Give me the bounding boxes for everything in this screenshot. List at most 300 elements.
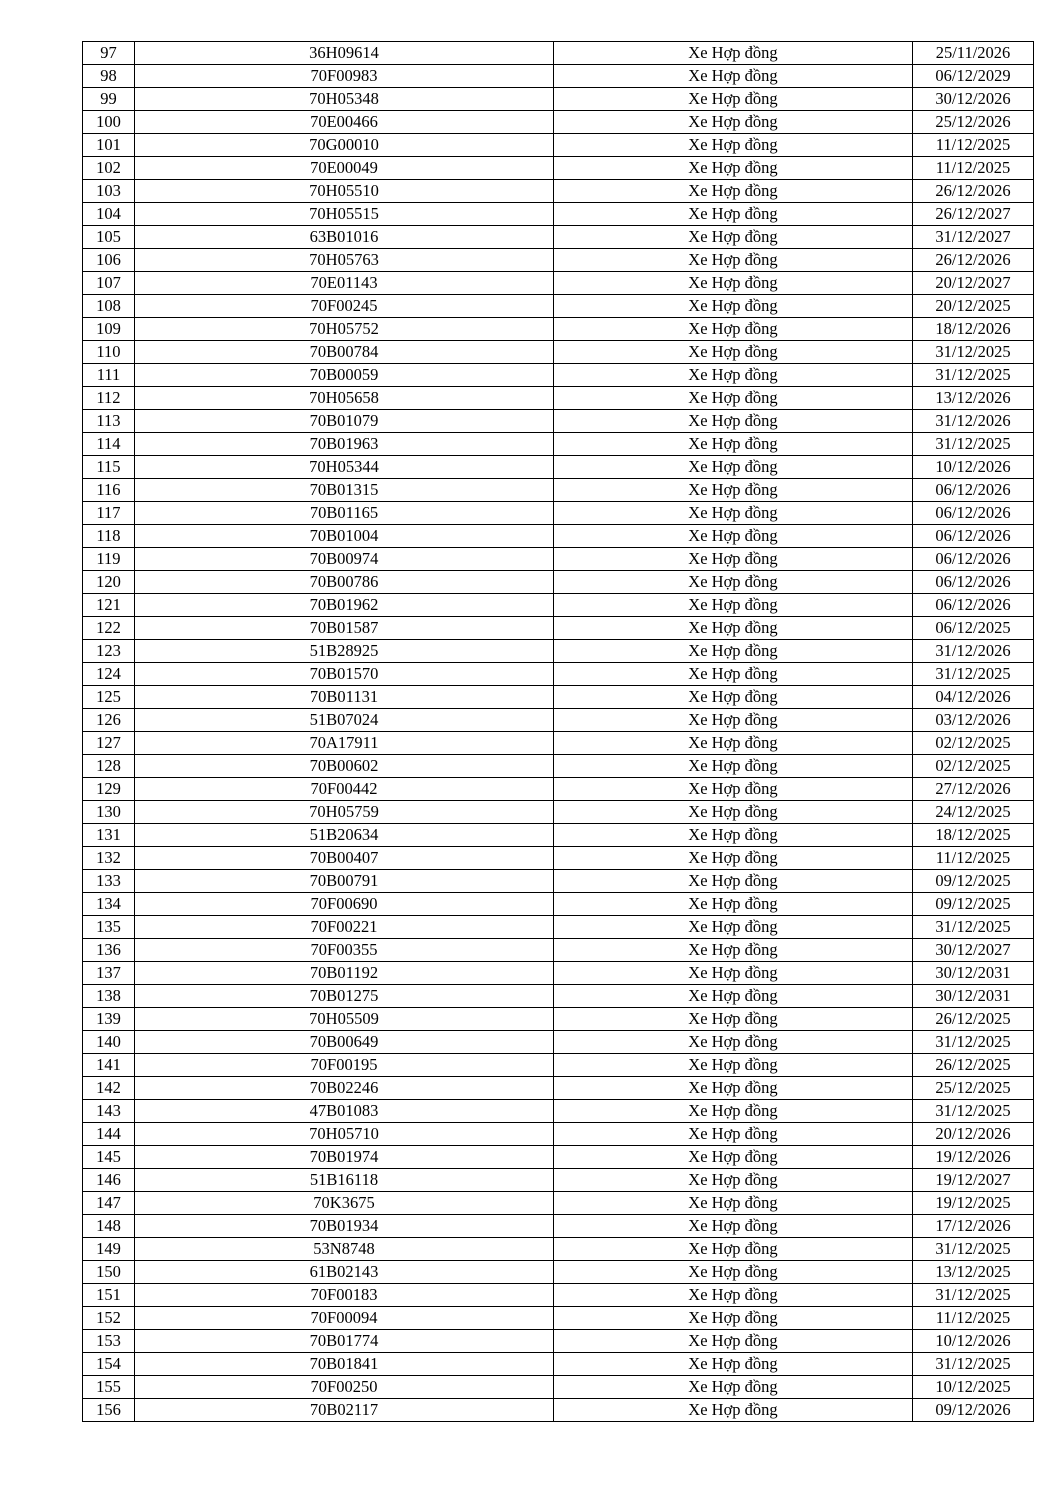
cell-plate: 70B00791	[135, 870, 554, 893]
table-row	[83, 755, 1034, 778]
cell-date: 31/12/2025	[913, 433, 1034, 456]
cell-type: Xe Hợp đồng	[554, 1353, 913, 1376]
table-row	[83, 870, 1034, 893]
cell-index: 143	[83, 1100, 135, 1123]
cell-date: 26/12/2026	[913, 180, 1034, 203]
cell-date: 06/12/2026	[913, 479, 1034, 502]
cell-index: 134	[83, 893, 135, 916]
table-row	[83, 1077, 1034, 1100]
cell-type: Xe Hợp đồng	[554, 709, 913, 732]
cell-date: 18/12/2025	[913, 824, 1034, 847]
cell-type: Xe Hợp đồng	[554, 1008, 913, 1031]
cell-index: 144	[83, 1123, 135, 1146]
cell-type: Xe Hợp đồng	[554, 65, 913, 88]
cell-type: Xe Hợp đồng	[554, 364, 913, 387]
cell-plate: 70B01079	[135, 410, 554, 433]
cell-type: Xe Hợp đồng	[554, 985, 913, 1008]
cell-date: 24/12/2025	[913, 801, 1034, 824]
table-row	[83, 249, 1034, 272]
cell-date: 11/12/2025	[913, 157, 1034, 180]
cell-date: 26/12/2025	[913, 1008, 1034, 1031]
table-row	[83, 1146, 1034, 1169]
cell-date: 31/12/2025	[913, 1238, 1034, 1261]
cell-type: Xe Hợp đồng	[554, 203, 913, 226]
cell-date: 02/12/2025	[913, 732, 1034, 755]
table-row	[83, 410, 1034, 433]
cell-date: 31/12/2025	[913, 916, 1034, 939]
cell-plate: 51B20634	[135, 824, 554, 847]
cell-date: 11/12/2025	[913, 1307, 1034, 1330]
cell-type: Xe Hợp đồng	[554, 387, 913, 410]
table-row	[83, 341, 1034, 364]
cell-date: 06/12/2026	[913, 548, 1034, 571]
cell-date: 31/12/2025	[913, 1353, 1034, 1376]
cell-date: 11/12/2025	[913, 847, 1034, 870]
cell-type: Xe Hợp đồng	[554, 295, 913, 318]
cell-type: Xe Hợp đồng	[554, 870, 913, 893]
table-row	[83, 1353, 1034, 1376]
table-row	[83, 111, 1034, 134]
cell-date: 31/12/2025	[913, 1031, 1034, 1054]
cell-plate: 70B01774	[135, 1330, 554, 1353]
cell-plate: 47B01083	[135, 1100, 554, 1123]
cell-type: Xe Hợp đồng	[554, 1330, 913, 1353]
table-row	[83, 801, 1034, 824]
cell-type: Xe Hợp đồng	[554, 456, 913, 479]
cell-type: Xe Hợp đồng	[554, 410, 913, 433]
cell-plate: 70B01131	[135, 686, 554, 709]
cell-type: Xe Hợp đồng	[554, 778, 913, 801]
cell-type: Xe Hợp đồng	[554, 1123, 913, 1146]
cell-date: 06/12/2026	[913, 571, 1034, 594]
cell-plate: 70F00442	[135, 778, 554, 801]
cell-type: Xe Hợp đồng	[554, 1077, 913, 1100]
cell-index: 117	[83, 502, 135, 525]
cell-type: Xe Hợp đồng	[554, 1031, 913, 1054]
cell-date: 18/12/2026	[913, 318, 1034, 341]
cell-index: 151	[83, 1284, 135, 1307]
cell-date: 09/12/2025	[913, 870, 1034, 893]
table-row	[83, 939, 1034, 962]
cell-plate: 36H09614	[135, 42, 554, 65]
cell-date: 13/12/2025	[913, 1261, 1034, 1284]
cell-type: Xe Hợp đồng	[554, 1146, 913, 1169]
table-row	[83, 456, 1034, 479]
cell-plate: 70F00183	[135, 1284, 554, 1307]
cell-plate: 70B01165	[135, 502, 554, 525]
cell-date: 10/12/2026	[913, 456, 1034, 479]
cell-type: Xe Hợp đồng	[554, 663, 913, 686]
cell-type: Xe Hợp đồng	[554, 134, 913, 157]
cell-index: 135	[83, 916, 135, 939]
cell-index: 102	[83, 157, 135, 180]
cell-date: 31/12/2025	[913, 663, 1034, 686]
table-row	[83, 525, 1034, 548]
table-row	[83, 1399, 1034, 1422]
cell-type: Xe Hợp đồng	[554, 88, 913, 111]
cell-date: 31/12/2025	[913, 1100, 1034, 1123]
cell-plate: 70B00974	[135, 548, 554, 571]
cell-index: 121	[83, 594, 135, 617]
cell-plate: 70B00786	[135, 571, 554, 594]
cell-type: Xe Hợp đồng	[554, 1169, 913, 1192]
cell-index: 103	[83, 180, 135, 203]
cell-index: 111	[83, 364, 135, 387]
cell-date: 19/12/2025	[913, 1192, 1034, 1215]
cell-index: 119	[83, 548, 135, 571]
cell-plate: 70F00250	[135, 1376, 554, 1399]
cell-index: 122	[83, 617, 135, 640]
cell-index: 99	[83, 88, 135, 111]
cell-plate: 70H05348	[135, 88, 554, 111]
cell-plate: 70K3675	[135, 1192, 554, 1215]
cell-plate: 70B01962	[135, 594, 554, 617]
table-row	[83, 1376, 1034, 1399]
table-row	[83, 180, 1034, 203]
cell-date: 26/12/2027	[913, 203, 1034, 226]
table-row	[83, 916, 1034, 939]
cell-date: 20/12/2026	[913, 1123, 1034, 1146]
cell-date: 10/12/2025	[913, 1376, 1034, 1399]
cell-date: 02/12/2025	[913, 755, 1034, 778]
table-row	[83, 134, 1034, 157]
cell-plate: 70E00049	[135, 157, 554, 180]
cell-type: Xe Hợp đồng	[554, 686, 913, 709]
cell-index: 155	[83, 1376, 135, 1399]
cell-type: Xe Hợp đồng	[554, 502, 913, 525]
cell-index: 132	[83, 847, 135, 870]
cell-plate: 70B01315	[135, 479, 554, 502]
cell-type: Xe Hợp đồng	[554, 1054, 913, 1077]
vehicle-registry-table	[82, 41, 1034, 1422]
cell-plate: 70H05515	[135, 203, 554, 226]
cell-index: 106	[83, 249, 135, 272]
cell-plate: 70H05710	[135, 1123, 554, 1146]
table-row	[83, 1054, 1034, 1077]
table-row	[83, 640, 1034, 663]
cell-date: 17/12/2026	[913, 1215, 1034, 1238]
cell-date: 06/12/2025	[913, 617, 1034, 640]
table-row	[83, 1031, 1034, 1054]
table-row	[83, 479, 1034, 502]
cell-index: 127	[83, 732, 135, 755]
cell-index: 156	[83, 1399, 135, 1422]
table-row	[83, 594, 1034, 617]
cell-index: 128	[83, 755, 135, 778]
table-row	[83, 1169, 1034, 1192]
cell-plate: 61B02143	[135, 1261, 554, 1284]
cell-date: 10/12/2026	[913, 1330, 1034, 1353]
cell-index: 123	[83, 640, 135, 663]
cell-type: Xe Hợp đồng	[554, 571, 913, 594]
cell-type: Xe Hợp đồng	[554, 939, 913, 962]
cell-type: Xe Hợp đồng	[554, 1284, 913, 1307]
cell-index: 148	[83, 1215, 135, 1238]
cell-plate: 51B28925	[135, 640, 554, 663]
cell-type: Xe Hợp đồng	[554, 1399, 913, 1422]
cell-plate: 70B01004	[135, 525, 554, 548]
cell-index: 129	[83, 778, 135, 801]
cell-date: 25/12/2026	[913, 111, 1034, 134]
cell-index: 154	[83, 1353, 135, 1376]
table-row	[83, 985, 1034, 1008]
cell-plate: 70B01974	[135, 1146, 554, 1169]
cell-date: 30/12/2027	[913, 939, 1034, 962]
cell-type: Xe Hợp đồng	[554, 1192, 913, 1215]
cell-date: 25/11/2026	[913, 42, 1034, 65]
cell-date: 31/12/2026	[913, 640, 1034, 663]
cell-index: 149	[83, 1238, 135, 1261]
cell-index: 150	[83, 1261, 135, 1284]
cell-index: 138	[83, 985, 135, 1008]
cell-index: 142	[83, 1077, 135, 1100]
cell-plate: 70B01963	[135, 433, 554, 456]
cell-index: 141	[83, 1054, 135, 1077]
table-row	[83, 387, 1034, 410]
cell-index: 147	[83, 1192, 135, 1215]
cell-date: 31/12/2025	[913, 341, 1034, 364]
cell-index: 133	[83, 870, 135, 893]
cell-plate: 70B01587	[135, 617, 554, 640]
cell-type: Xe Hợp đồng	[554, 640, 913, 663]
cell-date: 06/12/2026	[913, 525, 1034, 548]
cell-date: 06/12/2026	[913, 594, 1034, 617]
cell-type: Xe Hợp đồng	[554, 479, 913, 502]
cell-date: 26/12/2025	[913, 1054, 1034, 1077]
cell-type: Xe Hợp đồng	[554, 226, 913, 249]
cell-plate: 70G00010	[135, 134, 554, 157]
cell-date: 30/12/2031	[913, 962, 1034, 985]
cell-index: 113	[83, 410, 135, 433]
cell-type: Xe Hợp đồng	[554, 180, 913, 203]
cell-plate: 70E01143	[135, 272, 554, 295]
cell-index: 107	[83, 272, 135, 295]
cell-plate: 70F00195	[135, 1054, 554, 1077]
cell-index: 152	[83, 1307, 135, 1330]
cell-plate: 70F00690	[135, 893, 554, 916]
table-row	[83, 364, 1034, 387]
table-row	[83, 157, 1034, 180]
cell-plate: 70B00784	[135, 341, 554, 364]
cell-type: Xe Hợp đồng	[554, 1261, 913, 1284]
cell-date: 31/12/2025	[913, 364, 1034, 387]
cell-plate: 70H05510	[135, 180, 554, 203]
cell-date: 06/12/2029	[913, 65, 1034, 88]
table-row	[83, 1284, 1034, 1307]
cell-date: 25/12/2025	[913, 1077, 1034, 1100]
table-row	[83, 1008, 1034, 1031]
cell-plate: 70H05509	[135, 1008, 554, 1031]
cell-type: Xe Hợp đồng	[554, 433, 913, 456]
table-row	[83, 1123, 1034, 1146]
cell-date: 19/12/2027	[913, 1169, 1034, 1192]
cell-date: 04/12/2026	[913, 686, 1034, 709]
cell-plate: 70F00245	[135, 295, 554, 318]
cell-index: 108	[83, 295, 135, 318]
cell-type: Xe Hợp đồng	[554, 755, 913, 778]
cell-index: 125	[83, 686, 135, 709]
cell-plate: 70B02117	[135, 1399, 554, 1422]
cell-date: 06/12/2026	[913, 502, 1034, 525]
table-row	[83, 203, 1034, 226]
cell-type: Xe Hợp đồng	[554, 525, 913, 548]
cell-index: 124	[83, 663, 135, 686]
cell-plate: 53N8748	[135, 1238, 554, 1261]
cell-type: Xe Hợp đồng	[554, 249, 913, 272]
cell-plate: 70H05763	[135, 249, 554, 272]
table-row	[83, 295, 1034, 318]
cell-type: Xe Hợp đồng	[554, 111, 913, 134]
cell-plate: 70F00221	[135, 916, 554, 939]
cell-index: 112	[83, 387, 135, 410]
table-row	[83, 88, 1034, 111]
cell-type: Xe Hợp đồng	[554, 617, 913, 640]
cell-date: 31/12/2027	[913, 226, 1034, 249]
table-row	[83, 686, 1034, 709]
table-row	[83, 824, 1034, 847]
cell-index: 116	[83, 479, 135, 502]
cell-date: 03/12/2026	[913, 709, 1034, 732]
cell-index: 97	[83, 42, 135, 65]
cell-plate: 70A17911	[135, 732, 554, 755]
cell-date: 20/12/2025	[913, 295, 1034, 318]
table-row	[83, 709, 1034, 732]
cell-type: Xe Hợp đồng	[554, 1100, 913, 1123]
cell-plate: 70B01934	[135, 1215, 554, 1238]
cell-plate: 70F00094	[135, 1307, 554, 1330]
cell-type: Xe Hợp đồng	[554, 962, 913, 985]
cell-type: Xe Hợp đồng	[554, 318, 913, 341]
table-row	[83, 893, 1034, 916]
cell-index: 109	[83, 318, 135, 341]
cell-type: Xe Hợp đồng	[554, 893, 913, 916]
cell-type: Xe Hợp đồng	[554, 1376, 913, 1399]
cell-plate: 70F00983	[135, 65, 554, 88]
table-row	[83, 42, 1034, 65]
table-row	[83, 1238, 1034, 1261]
cell-plate: 70B01275	[135, 985, 554, 1008]
cell-type: Xe Hợp đồng	[554, 1215, 913, 1238]
table-row	[83, 1307, 1034, 1330]
cell-plate: 70E00466	[135, 111, 554, 134]
table-row	[83, 548, 1034, 571]
cell-index: 145	[83, 1146, 135, 1169]
cell-index: 110	[83, 341, 135, 364]
cell-type: Xe Hợp đồng	[554, 1238, 913, 1261]
cell-type: Xe Hợp đồng	[554, 594, 913, 617]
cell-index: 104	[83, 203, 135, 226]
table-row	[83, 663, 1034, 686]
cell-plate: 70B01841	[135, 1353, 554, 1376]
table-row	[83, 318, 1034, 341]
cell-index: 98	[83, 65, 135, 88]
cell-plate: 70F00355	[135, 939, 554, 962]
cell-type: Xe Hợp đồng	[554, 801, 913, 824]
cell-index: 139	[83, 1008, 135, 1031]
cell-date: 13/12/2026	[913, 387, 1034, 410]
table-row	[83, 65, 1034, 88]
cell-date: 09/12/2026	[913, 1399, 1034, 1422]
cell-type: Xe Hợp đồng	[554, 1307, 913, 1330]
cell-date: 19/12/2026	[913, 1146, 1034, 1169]
cell-index: 126	[83, 709, 135, 732]
cell-plate: 70B01192	[135, 962, 554, 985]
cell-index: 105	[83, 226, 135, 249]
table-row	[83, 732, 1034, 755]
table-row	[83, 502, 1034, 525]
cell-date: 30/12/2026	[913, 88, 1034, 111]
cell-plate: 70B00649	[135, 1031, 554, 1054]
cell-type: Xe Hợp đồng	[554, 548, 913, 571]
cell-index: 114	[83, 433, 135, 456]
cell-index: 153	[83, 1330, 135, 1353]
table-row	[83, 778, 1034, 801]
table-row	[83, 962, 1034, 985]
cell-plate: 70B00407	[135, 847, 554, 870]
cell-index: 120	[83, 571, 135, 594]
cell-date: 30/12/2031	[913, 985, 1034, 1008]
cell-plate: 51B07024	[135, 709, 554, 732]
cell-plate: 70B00602	[135, 755, 554, 778]
table-row	[83, 571, 1034, 594]
cell-index: 146	[83, 1169, 135, 1192]
cell-date: 31/12/2026	[913, 410, 1034, 433]
table-row	[83, 226, 1034, 249]
cell-type: Xe Hợp đồng	[554, 732, 913, 755]
table-row	[83, 1100, 1034, 1123]
table-row	[83, 1215, 1034, 1238]
cell-index: 118	[83, 525, 135, 548]
cell-index: 130	[83, 801, 135, 824]
cell-index: 100	[83, 111, 135, 134]
cell-date: 31/12/2025	[913, 1284, 1034, 1307]
cell-plate: 70H05759	[135, 801, 554, 824]
cell-type: Xe Hợp đồng	[554, 42, 913, 65]
table-row	[83, 617, 1034, 640]
cell-index: 115	[83, 456, 135, 479]
cell-plate: 63B01016	[135, 226, 554, 249]
table-row	[83, 272, 1034, 295]
cell-type: Xe Hợp đồng	[554, 157, 913, 180]
cell-plate: 70B00059	[135, 364, 554, 387]
cell-date: 11/12/2025	[913, 134, 1034, 157]
cell-date: 09/12/2025	[913, 893, 1034, 916]
cell-plate: 70B01570	[135, 663, 554, 686]
cell-index: 137	[83, 962, 135, 985]
table-row	[83, 1192, 1034, 1215]
cell-type: Xe Hợp đồng	[554, 272, 913, 295]
cell-plate: 70H05344	[135, 456, 554, 479]
cell-type: Xe Hợp đồng	[554, 824, 913, 847]
table-row	[83, 1330, 1034, 1353]
table-body	[83, 42, 1034, 1422]
cell-index: 101	[83, 134, 135, 157]
cell-date: 26/12/2026	[913, 249, 1034, 272]
cell-index: 131	[83, 824, 135, 847]
cell-date: 20/12/2027	[913, 272, 1034, 295]
cell-type: Xe Hợp đồng	[554, 847, 913, 870]
cell-type: Xe Hợp đồng	[554, 916, 913, 939]
cell-plate: 70H05752	[135, 318, 554, 341]
table-row	[83, 1261, 1034, 1284]
cell-plate: 70B02246	[135, 1077, 554, 1100]
table-row	[83, 847, 1034, 870]
table-row	[83, 433, 1034, 456]
cell-index: 140	[83, 1031, 135, 1054]
cell-plate: 51B16118	[135, 1169, 554, 1192]
cell-plate: 70H05658	[135, 387, 554, 410]
cell-type: Xe Hợp đồng	[554, 341, 913, 364]
